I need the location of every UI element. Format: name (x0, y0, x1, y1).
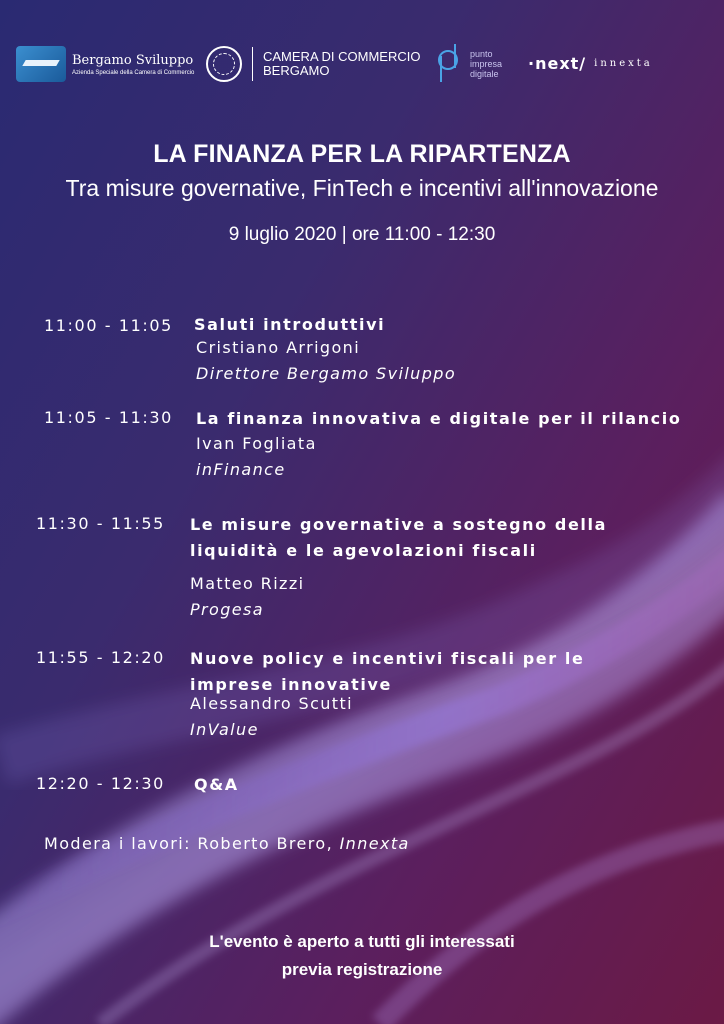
punto-impresa-digitale-logo (438, 44, 502, 84)
title-block (0, 140, 724, 246)
moderator-label: Modera i lavori: Roberto Brero, (44, 834, 340, 853)
agenda-topic-line2: imprese innovative (190, 675, 392, 694)
innexta-word: innexta (594, 58, 653, 69)
innexta-logo (528, 54, 653, 73)
registration-line1: L'evento è aperto a tutti gli interessati (209, 932, 515, 951)
bergamo-sviluppo-subtitle: Azienda Speciale della Camera di Commercio (72, 69, 195, 76)
header-logos (16, 40, 708, 100)
agenda-time: 11:30 - 11:55 (36, 514, 165, 533)
moderator-org: Innexta (339, 834, 410, 853)
agenda-time: 11:00 - 11:05 (44, 316, 173, 335)
agenda-speaker: Matteo Rizzi (190, 574, 305, 593)
seal-icon (206, 46, 242, 82)
agenda-topic-line2: liquidità e le agevolazioni fiscali (190, 541, 537, 560)
agenda-topic: Q&A (194, 775, 239, 794)
agenda-topic: La finanza innovativa e digitale per il rilancio (196, 409, 682, 428)
agenda-speaker: Alessandro Scutti (190, 694, 353, 713)
agenda-topic: Nuove policy e incentivi fiscali per le (190, 649, 585, 668)
bergamo-sviluppo-name: Bergamo Sviluppo (72, 52, 194, 68)
pid-line2: impresa (470, 59, 503, 69)
agenda-speaker: Cristiano Arrigoni (196, 338, 361, 357)
pid-line1: punto (470, 49, 493, 59)
bergamo-sviluppo-mark-icon (16, 46, 66, 82)
innexta-mark: ·next/ (528, 54, 587, 73)
pid-line3: digitale (470, 69, 499, 79)
event-title: LA FINANZA PER LA RIPARTENZA (153, 140, 571, 168)
logo-divider (252, 47, 253, 81)
agenda-time: 11:55 - 12:20 (36, 648, 165, 667)
bergamo-sviluppo-logo (16, 46, 194, 82)
agenda-speaker: Ivan Fogliata (196, 434, 317, 453)
event-subtitle: Tra misure governative, FinTech e incentivi all'innovazione (65, 175, 659, 201)
camera-commercio-line1: CAMERA DI COMMERCIO (263, 49, 421, 64)
agenda-organization: Progesa (190, 600, 264, 619)
agenda-time: 12:20 - 12:30 (36, 774, 165, 793)
camera-commercio-line2: BERGAMO (263, 63, 330, 78)
event-date: 9 luglio 2020 | ore 11:00 - 12:30 (228, 224, 496, 245)
moderator-line (44, 834, 410, 853)
registration-line2: previa registrazione (281, 960, 443, 979)
registration-note (0, 928, 724, 984)
agenda-topic: Saluti introduttivi (194, 315, 386, 334)
agenda-time: 11:05 - 11:30 (44, 408, 173, 427)
camera-commercio-logo (206, 46, 420, 82)
agenda-organization: inFinance (196, 460, 286, 479)
agenda-organization: InValue (190, 720, 259, 739)
agenda-topic: Le misure governative a sostegno della (190, 515, 607, 534)
agenda-organization: Direttore Bergamo Sviluppo (196, 364, 457, 383)
pid-mark-icon (438, 44, 462, 84)
